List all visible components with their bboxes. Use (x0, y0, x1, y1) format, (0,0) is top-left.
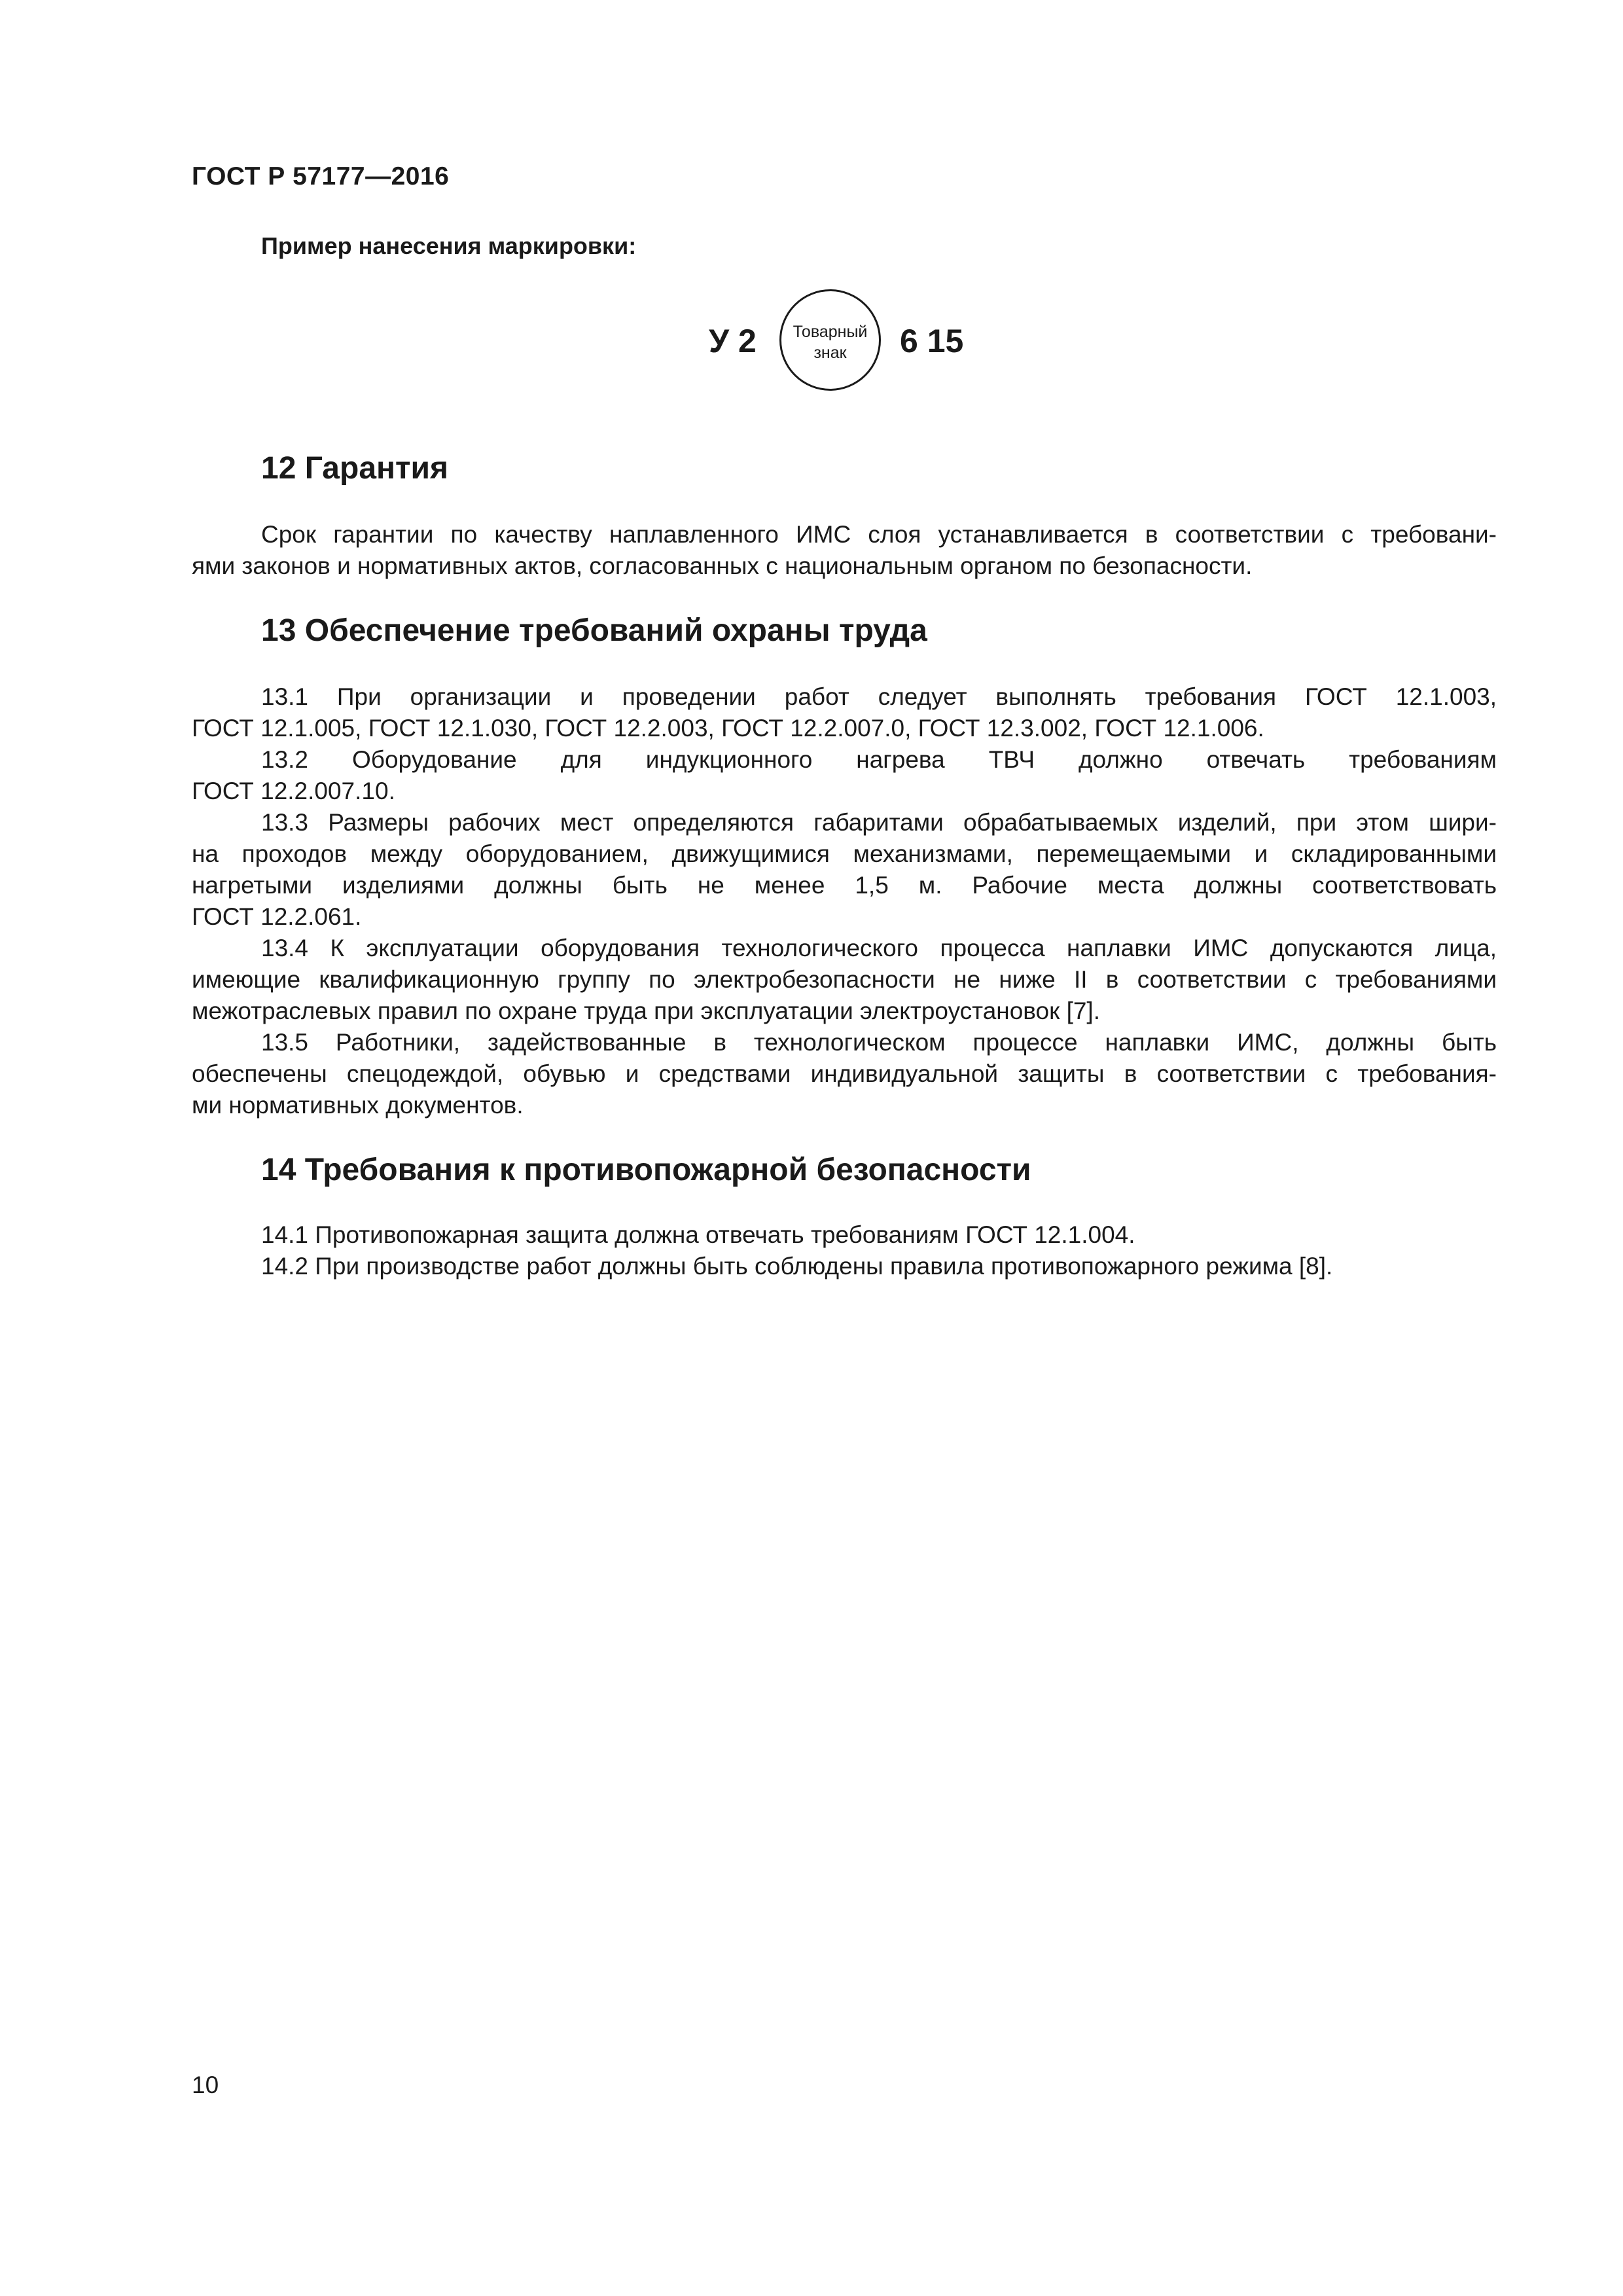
text-line: ГОСТ 12.1.005, ГОСТ 12.1.030, ГОСТ 12.2.003, ГОСТ 12.2.007.0, ГОСТ 12.3.002, ГОСТ 12.1.006. (192, 715, 1264, 742)
text-line: ями законов и нормативных актов, согласованных с национальным органом по безопасности. (192, 552, 1253, 579)
text-line: нагретыми изделиями должны быть не менее 1,5 м. Рабочие места должны соответствовать (192, 872, 1497, 899)
text-line: обеспечены спецодеждой, обувью и средствами индивидуальной защиты в соответствии с требования- (192, 1060, 1497, 1087)
section-heading-12: 12 Гарантия (261, 451, 449, 486)
text-line: 14.2 При производстве работ должны быть соблюдены правила противопожарного режима [8]. (261, 1253, 1333, 1280)
marking-prefix: У 2 (709, 323, 757, 359)
text-line: 13.3 Размеры рабочих мест определяются габаритами обрабатываемых изделий, при этом шири- (261, 809, 1497, 836)
trademark-label-line1: Товарный (793, 323, 868, 341)
text-line: имеющие квалификационную группу по электробезопасности не ниже II в соответствии с требованиями (192, 966, 1497, 993)
trademark-circle (779, 289, 881, 391)
text-line: ГОСТ 12.2.007.10. (192, 778, 395, 804)
paragraph-13-4 (192, 933, 1497, 1027)
paragraph-13-5 (192, 1027, 1497, 1121)
text-line: межотраслевых правил по охране труда при эксплуатации электроустановок [7]. (192, 997, 1100, 1024)
paragraph-12-warranty (192, 519, 1497, 582)
text-line: 13.2 Оборудование для индукционного нагрева ТВЧ должно отвечать требованиям (261, 746, 1497, 773)
paragraph-13-3 (192, 807, 1497, 933)
text-line: ми нормативных документов. (192, 1092, 524, 1119)
marking-suffix: 6 15 (900, 323, 964, 359)
text-line: 13.5 Работники, задействованные в технологическом процессе наплавки ИМС, должны быть (261, 1029, 1497, 1056)
text-line: 13.1 При организации и проведении работ следует выполнять требования ГОСТ 12.1.003, (261, 683, 1497, 710)
text-line: ГОСТ 12.2.061. (192, 903, 362, 930)
marking-example-caption: Пример нанесения маркировки: (261, 232, 637, 259)
marking-example (0, 288, 1623, 399)
paragraph-13-1 (192, 681, 1497, 744)
page-number: 10 (192, 2072, 219, 2098)
text-line: Срок гарантии по качеству наплавленного ИМС слоя устанавливается в соответствии с требовани- (261, 521, 1497, 548)
paragraph-14-1 (192, 1219, 1497, 1251)
section-heading-13: 13 Обеспечение требований охраны труда (261, 613, 927, 648)
text-line: 13.4 К эксплуатации оборудования технологического процесса наплавки ИМС допускаются лица, (261, 935, 1497, 961)
trademark-label-line2: знак (813, 344, 847, 362)
section-heading-14: 14 Требования к противопожарной безопасности (261, 1153, 1031, 1187)
paragraph-13-2 (192, 744, 1497, 807)
document-header: ГОСТ Р 57177—2016 (192, 162, 450, 190)
paragraph-14-2 (192, 1251, 1497, 1282)
text-line: 14.1 Противопожарная защита должна отвечать требованиям ГОСТ 12.1.004. (261, 1221, 1135, 1248)
text-line: на проходов между оборудованием, движущимися механизмами, перемещаемыми и складированными (192, 840, 1497, 867)
